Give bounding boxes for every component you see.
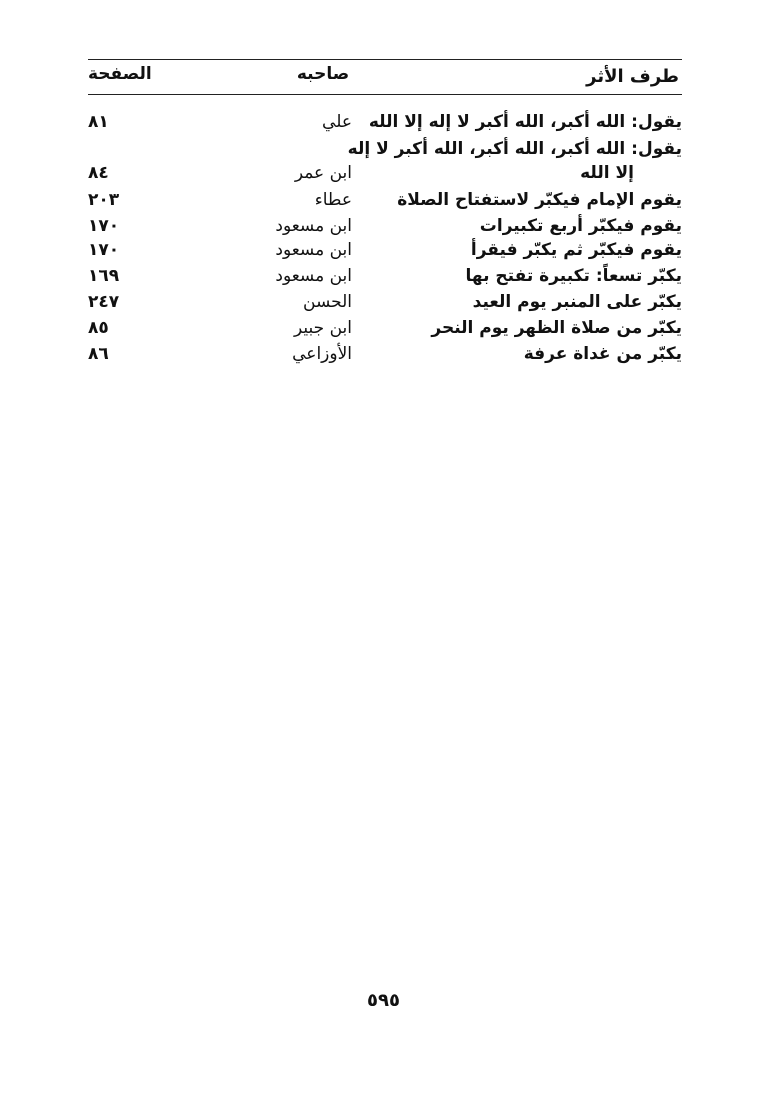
author-cell: عطاء — [314, 190, 352, 210]
table-row — [88, 292, 682, 320]
phrase-cell: يكبّر تسعاً: تكبيرة تفتح بها — [465, 266, 682, 286]
page-cell: ١٧٠ — [88, 240, 120, 260]
author-cell: الأوزاعي — [292, 344, 352, 364]
footer-page-number: ٥٩٥ — [367, 990, 400, 1011]
page-cell: ٢٠٣ — [88, 190, 120, 210]
phrase-cell: يقوم فيكبّر ثم يكبّر فيقرأ — [470, 240, 682, 260]
page-cell: ١٧٠ — [88, 216, 120, 236]
header-bottom-rule — [88, 94, 682, 95]
author-cell: علي — [322, 112, 352, 132]
phrase-cell: يكبّر من صلاة الظهر يوم النحر — [431, 318, 682, 338]
table-row — [88, 318, 682, 346]
phrase-cell: يقوم الإمام فيكبّر لاستفتاح الصلاة — [397, 190, 682, 210]
page-cell: ٨٤ — [88, 163, 109, 183]
phrase-cell: يكبّر على المنبر يوم العيد — [472, 292, 682, 312]
header-top-rule — [88, 59, 682, 60]
page-cell: ١٦٩ — [88, 266, 120, 286]
author-cell: ابن مسعود — [275, 216, 352, 236]
phrase-cell: يقول: الله أكبر، الله أكبر لا إله إلا الله — [368, 112, 682, 132]
page-cell: ٨١ — [88, 112, 109, 132]
page-cell: ٨٥ — [88, 318, 109, 338]
author-cell: ابن مسعود — [275, 266, 352, 286]
phrase-cell: يقوم فيكبّر أربع تكبيرات — [479, 216, 682, 236]
column-header-page: الصفحة — [88, 64, 152, 84]
author-cell: ابن جبير — [294, 318, 352, 338]
page-cell: ٨٦ — [88, 344, 109, 364]
table-row — [88, 344, 682, 372]
phrase-cell: يكبّر من غداة عرفة — [523, 344, 682, 364]
table-row — [88, 190, 682, 218]
author-cell: ابن مسعود — [275, 240, 352, 260]
author-cell: ابن عمر — [294, 163, 352, 183]
column-header-phrase: طرف الأثر — [586, 66, 679, 87]
table-row — [88, 112, 682, 140]
author-cell: الحسن — [303, 292, 352, 312]
table-row — [88, 163, 682, 191]
column-header-author: صاحبه — [296, 64, 350, 84]
table-row — [88, 240, 682, 268]
phrase-cell: إلا الله — [580, 163, 634, 183]
phrase-cell: يقول: الله أكبر، الله أكبر، الله أكبر لا إله — [347, 139, 682, 159]
page-cell: ٢٤٧ — [88, 292, 120, 312]
table-row — [88, 266, 682, 294]
